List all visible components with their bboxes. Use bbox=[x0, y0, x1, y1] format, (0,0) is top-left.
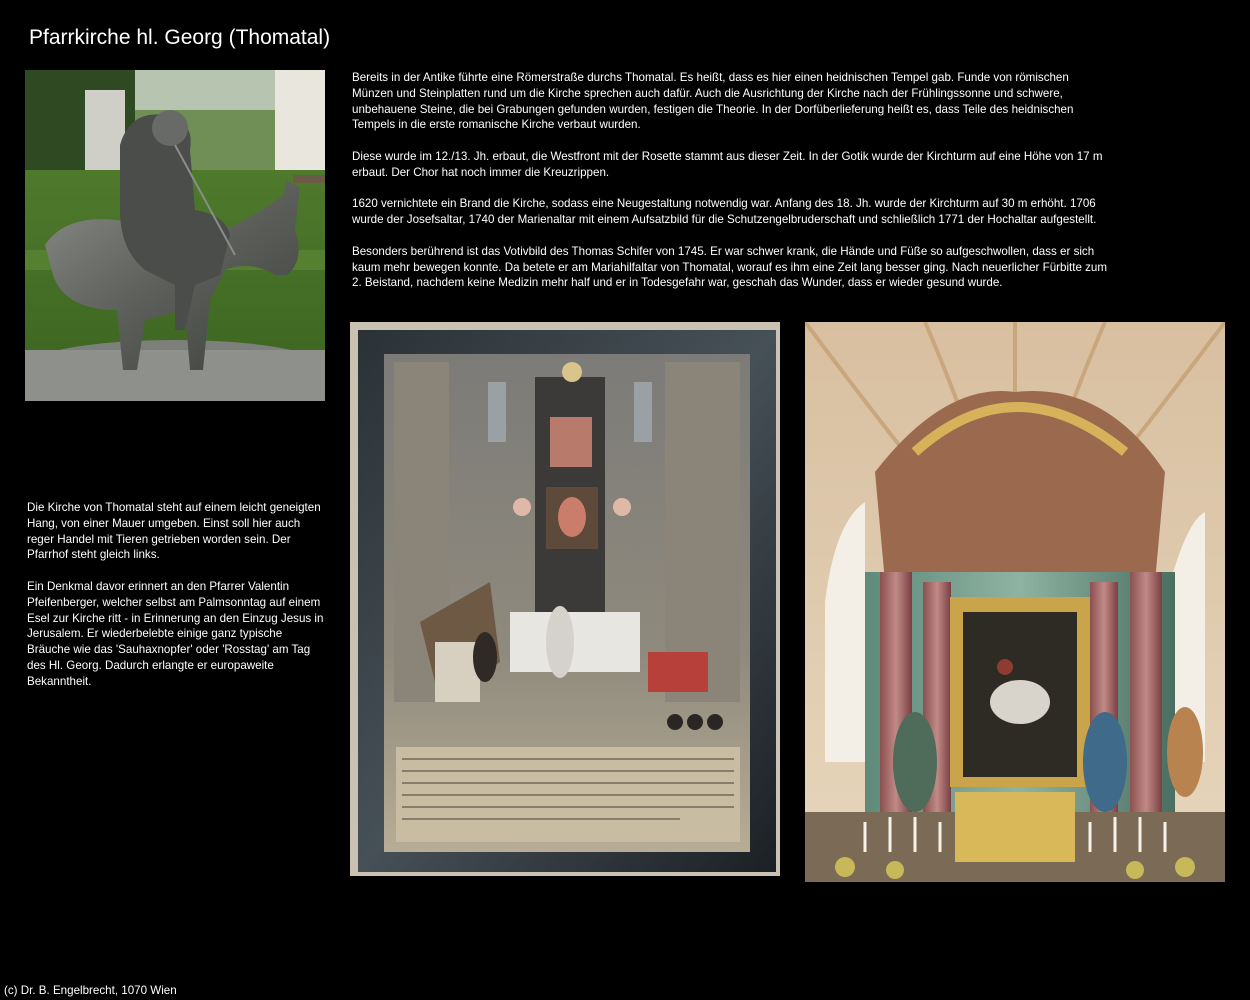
statue-image bbox=[25, 70, 325, 401]
side-paragraph: Ein Denkmal davor erinnert an den Pfarrer Valentin Pfeifenberger, welcher selbst am Palmsonntag auf einem Esel zur Kirche ritt - in Erinnerung an den Einzug Jesus in Jerusalem. Er wiederbelebte einige ganz typische Bräuche wie das 'Sauhaxnopfer' oder 'Rosstag' am Tag des Hl. Georg. Dadurch erlangte er europaweite Bekanntheit. bbox=[27, 579, 324, 688]
votive-painting-image bbox=[350, 322, 780, 876]
high-altar-image bbox=[805, 322, 1225, 882]
high-altar-photo[interactable] bbox=[805, 322, 1225, 882]
side-paragraph: Die Kirche von Thomatal steht auf einem leicht geneigten Hang, von einer Mauer umgeben. Einst soll hier auch reger Handel mit Tieren getrieben worden sein. Der Pfarrhof steht gleich links. bbox=[27, 501, 321, 562]
intro-paragraph: 1620 vernichtete ein Brand die Kirche, sodass eine Neugestaltung notwendig war. Anfang des 18. Jh. wurde der Kirchturm auf 30 m erhöht. 1706 wurde der Josefsaltar, 1740 der Marienaltar mit einem Aufsatzbild für die Schutzengelbruderschaft und schließlich 1771 der Hochaltar aufgestellt. bbox=[352, 197, 1097, 227]
page-title: Pfarrkirche hl. Georg (Thomatal) bbox=[29, 26, 331, 49]
intro-paragraph: Bereits in der Antike führte eine Römerstraße durchs Thomatal. Es heißt, dass es hier einen heidnischen Tempel gab. Funde von römischen Münzen und Steinplatten rund um die Kirche sprechen auch dafür. Auch die Ausrichtung der Kirche nach der Frühlingssonne und schwere, unbehauene Steine, die bei Grabungen gefunden wurden, festigen die Theorie. In der Dorfüberlieferung heißt es, dass Teile des heidnischen Tempels in die erste romanische Kirche verbaut wurden. bbox=[352, 71, 1074, 132]
statue-photo[interactable] bbox=[25, 70, 325, 401]
votive-painting-photo[interactable] bbox=[350, 322, 780, 876]
intro-paragraph: Besonders berührend ist das Votivbild des Thomas Schifer von 1745. Er war schwer krank, die Hände und Füße so aufgeschwollen, dass er sich kaum mehr bewegen konnte. Da betete er am Mariahilfaltar von Thomatal, worauf es ihm eine Zeit lang besser ging. Nach neuerlicher Fürbitte zum 2. Beistand, nachdem keine Medizin mehr half und er in Todesgefahr war, geschah das Wunder, dass er wieder gesund wurde. bbox=[352, 244, 1108, 290]
intro-text bbox=[352, 70, 1112, 307]
copyright-footer: (c) Dr. B. Engelbrecht, 1070 Wien bbox=[4, 984, 177, 997]
intro-paragraph: Diese wurde im 12./13. Jh. erbaut, die Westfront mit der Rosette stammt aus dieser Zeit. In der Gotik wurde der Kirchturm auf eine Höhe von 17 m erbaut. Der Chor hat noch immer die Kreuzrippen. bbox=[352, 149, 1103, 179]
side-text bbox=[27, 500, 327, 705]
